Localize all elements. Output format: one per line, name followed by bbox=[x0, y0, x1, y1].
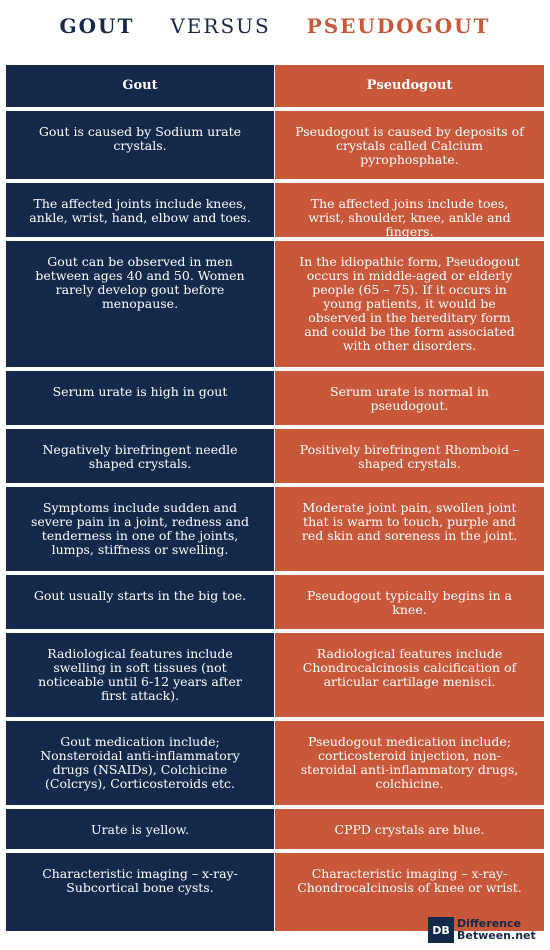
table-header-row bbox=[6, 65, 544, 107]
cell-pseudogout: In the idiopathic form, Pseudogout occurs in middle-aged or elderly people (65 – 75). If it occurs in young patients, it would be observed in the hereditary form and could be the form associated with other disorders. bbox=[275, 241, 544, 367]
cell-gout: Characteristic imaging – x-ray- Subcortical bone cysts. bbox=[6, 853, 275, 931]
difference-between-logo bbox=[428, 914, 540, 946]
table-row bbox=[6, 721, 544, 805]
cell-pseudogout: Pseudogout typically begins in a knee. bbox=[275, 575, 544, 629]
cell-gout: Gout is caused by Sodium urate crystals. bbox=[6, 111, 275, 179]
table-row bbox=[6, 111, 544, 179]
cell-gout: Gout usually starts in the big toe. bbox=[6, 575, 275, 629]
table-row bbox=[6, 241, 544, 367]
cell-pseudogout: Moderate joint pain, swollen joint that is warm to touch, purple and red skin and soreness in the joint. bbox=[275, 487, 544, 571]
table-row bbox=[6, 633, 544, 717]
cell-gout: Symptoms include sudden and severe pain in a joint, redness and tenderness in one of the joints, lumps, stiffness or swelling. bbox=[6, 487, 275, 571]
logo-line-2: Between.net bbox=[457, 929, 536, 942]
cell-gout: Gout medication include; Nonsteroidal anti-inflammatory drugs (NSAIDs), Colchicine (Colcrys), Corticosteroids etc. bbox=[6, 721, 275, 805]
cell-gout: Negatively birefringent needle shaped crystals. bbox=[6, 429, 275, 483]
title-gout: GOUT bbox=[59, 14, 135, 38]
table-row bbox=[6, 809, 544, 849]
table-row bbox=[6, 429, 544, 483]
cell-gout: Urate is yellow. bbox=[6, 809, 275, 849]
title-versus: VERSUS bbox=[170, 14, 271, 38]
cell-gout: The affected joints include knees, ankle, wrist, hand, elbow and toes. bbox=[6, 183, 275, 237]
table-row bbox=[6, 183, 544, 237]
table-row bbox=[6, 487, 544, 571]
logo-line-1: Difference bbox=[457, 917, 521, 930]
db-logo-icon: DB bbox=[428, 917, 454, 943]
cell-gout: Radiological features include swelling in soft tissues (not noticeable until 6-12 years after first attack). bbox=[6, 633, 275, 717]
cell-pseudogout: Pseudogout is caused by deposits of crystals called Calcium pyrophosphate. bbox=[275, 111, 544, 179]
cell-pseudogout: The affected joins include toes, wrist, shoulder, knee, ankle and fingers. bbox=[275, 183, 544, 237]
header-pseudogout: Pseudogout bbox=[275, 65, 544, 107]
title-pseudogout: PSEUDOGOUT bbox=[306, 14, 491, 38]
comparison-table bbox=[6, 65, 544, 935]
cell-pseudogout: Radiological features include Chondrocalcinosis calcification of articular cartilage menisci. bbox=[275, 633, 544, 717]
cell-pseudogout: Serum urate is normal in pseudogout. bbox=[275, 371, 544, 425]
header-gout: Gout bbox=[6, 65, 275, 107]
cell-pseudogout: Pseudogout medication include; corticosteroid injection, non-steroidal anti-inflammatory drugs, colchicine. bbox=[275, 721, 544, 805]
cell-gout: Serum urate is high in gout bbox=[6, 371, 275, 425]
cell-pseudogout: CPPD crystals are blue. bbox=[275, 809, 544, 849]
cell-pseudogout: Positively birefringent Rhomboid – shaped crystals. bbox=[275, 429, 544, 483]
logo-text bbox=[457, 918, 536, 942]
cell-gout: Gout can be observed in men between ages 40 and 50. Women rarely develop gout before menopause. bbox=[6, 241, 275, 367]
cell-pseudogout: Characteristic imaging – x-ray- Chondrocalcinosis of knee or wrist. bbox=[275, 853, 544, 931]
table-row bbox=[6, 371, 544, 425]
table-row bbox=[6, 575, 544, 629]
page-title bbox=[0, 14, 550, 50]
